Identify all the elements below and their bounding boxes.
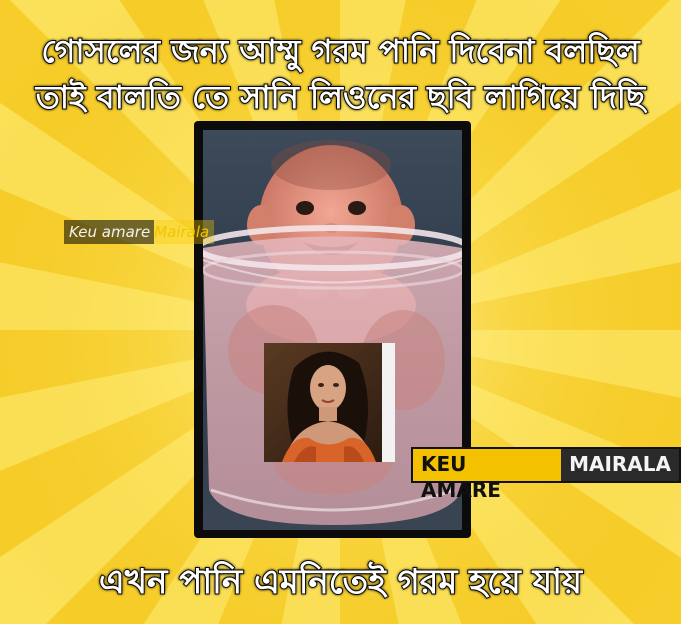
caption-bottom: এখন পানি এমনিতেই গরম হয়ে যায়: [98, 562, 583, 602]
watermark-large: [411, 447, 681, 502]
watermark-small-part2: Mairala: [154, 220, 214, 244]
watermark-small: [64, 219, 214, 244]
watermark-large-part1: KEU AMARE: [413, 449, 561, 481]
watermark-small-part1: Keu amare: [64, 220, 154, 244]
caption-top-line-1: গোসলের জন্য আম্মু গরম পানি দিবেনা বলছিল: [41, 32, 640, 70]
woman-photo-inset: [264, 343, 395, 462]
watermark-large-part2: MAIRALA: [561, 449, 679, 481]
caption-top-line-2: তাই বালতি তে সানি লিওনের ছবি লাগিয়ে দিছি: [35, 78, 646, 116]
